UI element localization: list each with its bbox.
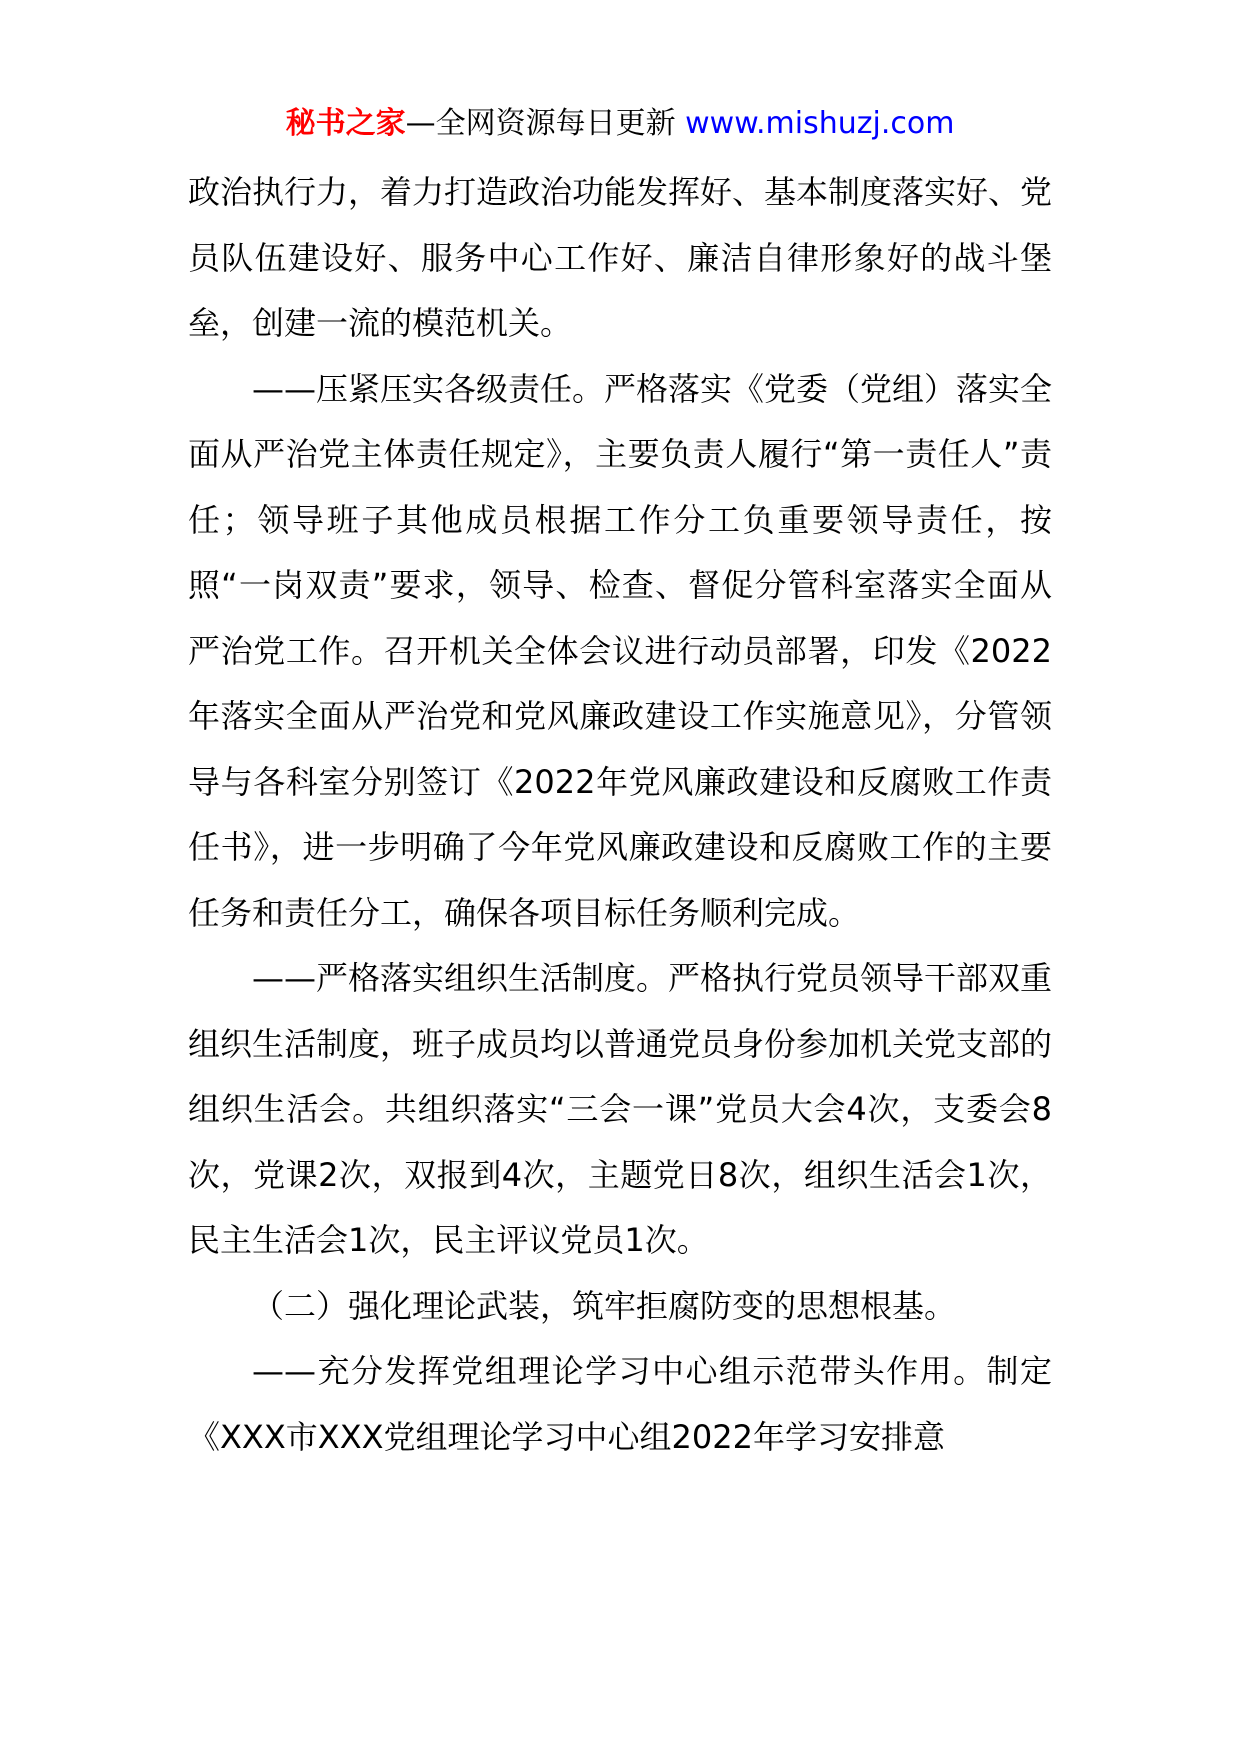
paragraph-responsibility: ——压紧压实各级责任。严格落实《党委（党组）落实全面从严治党主体责任规定》，主要负责人履行“第一责任人”责任；领导班子其他成员根据工作分工负重要领导责任，按照“一岗双责”要求，领导、检查、督促分管科室落实全面从严治党工作。召开机关全体会议进行动员部署，印发《2022年落实全面从严治党和党风廉政建设工作实施意见》，分管领导与各科室分别签订《2022年党风廉政建设和反腐败工作责任书》，进一步明确了今年党风廉政建设和反腐败工作的主要任务和责任分工，确保各项目标任务顺利完成。 [188, 369, 1053, 932]
site-header [0, 102, 1240, 146]
paragraph-continuation: 政治执行力，着力打造政治功能发挥好、基本制度落实好、党员队伍建设好、服务中心工作好、廉洁自律形象好的战斗堡垒，创建一流的模范机关。 [188, 173, 1053, 342]
site-tagline: —全网资源每日更新 [405, 106, 686, 141]
document-body [188, 160, 1052, 1470]
paragraph-organization-life: ——严格落实组织生活制度。严格执行党员领导干部双重组织生活制度，班子成员均以普通党员身份参加机关党支部的组织生活会。共组织落实“三会一课”党员大会4次，支委会8次，党课2次，双报到4次，主题党日8次，组织生活会1次，民主生活会1次，民主评议党员1次。 [188, 959, 1053, 1259]
section-heading-theory: （二）强化理论武装，筑牢拒腐防变的思想根基。 [252, 1286, 957, 1325]
paragraph-study-group: ——充分发挥党组理论学习中心组示范带头作用。制定《XXX市XXX党组理论学习中心组2022年学习安排意 [188, 1352, 1052, 1456]
site-url-link[interactable]: www.mishuzj.com [685, 106, 955, 141]
site-brand: 秘书之家 [285, 106, 406, 141]
